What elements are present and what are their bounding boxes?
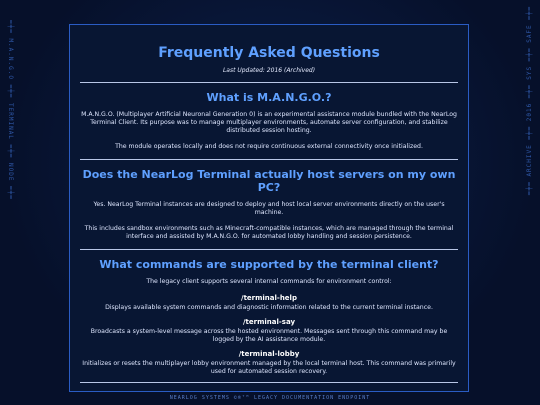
divider	[80, 249, 458, 250]
divider	[80, 82, 458, 83]
faq-question-ai-external	[80, 391, 458, 392]
command-name-terminal-say: /terminal-say	[242, 318, 296, 326]
command-description: Initializes or resets the multiplayer lobby environment managed by the local terminal host. This command was primarily used for automated session recovery.	[82, 360, 456, 375]
faq-answer-paragraph: The module operates locally and does not require continuous external connectivity once initialized.	[115, 143, 423, 150]
faq-answer-paragraph: M.A.N.G.O. (Multiplayer Artificial Neuronal Generation 0) is an experimental assistance module bundled with the NearLog Terminal Client. Its purpose was to manage multiplayer environments, automate server configuration, and stabilize distributed session hosting.	[81, 111, 457, 134]
faq-answer-paragraph: Yes. NearLog Terminal instances are designed to deploy and host local server environments directly on the user's machine.	[93, 201, 445, 216]
faq-question-what-is-mango: What is M.A.N.G.O.?	[206, 91, 332, 104]
faq-panel[interactable]	[69, 24, 469, 392]
right-side-decoration: ═╪═ ARCHIVE ═╪═ 2016 ═╪═ SYS ═╪═ SAFE ═╪═	[526, 5, 533, 195]
page-title: Frequently Asked Questions	[158, 45, 380, 61]
faq-question-commands: What commands are supported by the terminal client?	[99, 258, 439, 271]
divider	[80, 159, 458, 160]
left-side-decoration: ═╪═ M.A.N.G.O ═╪═ TERMINAL ═╪═ NODE ═╪═	[7, 20, 14, 200]
footer-text: NEARLOG SYSTEMS ©®ᵀᴹ LEGACY DOCUMENTATION ENDPOINT	[169, 395, 371, 401]
command-name-terminal-help: /terminal-help	[241, 294, 297, 302]
faq-answer-paragraph: The legacy client supports several internal commands for environment control:	[146, 278, 392, 285]
command-description: Displays available system commands and diagnostic information related to the current terminal instance.	[105, 304, 433, 311]
command-name-terminal-lobby: /terminal-lobby	[238, 350, 300, 358]
faq-answer-paragraph: This includes sandbox environments such as Minecraft-compatible instances, which are managed through the terminal interface and assisted by M.A.N.G.O. for automated lobby handling and session persistence.	[84, 225, 454, 240]
faq-question-host-servers: Does the NearLog Terminal actually host servers on my own PC?	[82, 168, 456, 194]
divider	[80, 382, 458, 383]
command-description: Broadcasts a system-level message across the hosted environment. Messages sent through this command may be logged by the AI assistance module.	[90, 328, 448, 343]
last-updated: Last Updated: 2016 (Archived)	[222, 67, 316, 74]
